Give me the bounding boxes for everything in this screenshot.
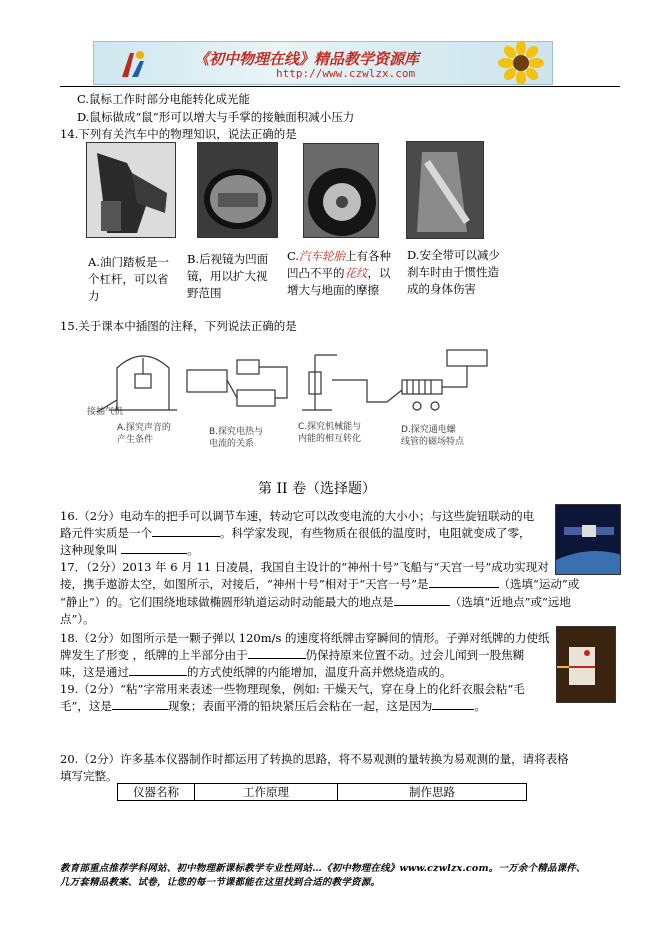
q14-option-c: C.汽车轮胎上有各种 凹凸不平的花纹，以 增大与地面的摩擦 — [287, 249, 392, 297]
sunflower-icon — [498, 41, 544, 85]
footer-line-1: 教育部重点推荐学科网站、初中物理新课标教学专业性网站…《初中物理在线》www.czwlzx.com。一万余个精品课件、 — [60, 863, 586, 874]
q18-blank-2[interactable] — [129, 664, 187, 676]
q15-caption-a: A.探究声音的 产生条件 — [117, 423, 171, 445]
q13-option-d: D.鼠标做成“鼠”形可以增大与手掌的接触面积减小压力 — [77, 110, 355, 124]
q17-line1: 17．（2分）2013 年 6 月 11 日凌晨，我国自主设计的“神州十号”飞船与“天宫一号”成功实现对 — [60, 560, 549, 574]
q13-option-c: C.鼠标工作时部分电能转化成光能 — [77, 92, 251, 106]
q17-line2: 接，携手遨游太空，如图所示，对接后，“神州十号”相对于“天宫一号”是 （选填“运动”或 — [60, 577, 580, 591]
q15-figure — [87, 340, 507, 455]
table-header-cell: 仪器名称 — [118, 784, 195, 801]
q14-option-d: D.安全带可以减少 刹车时由于惯性造 成的身体伤害 — [407, 248, 500, 296]
banner-url[interactable]: http://www.czwlzx.com — [276, 67, 416, 80]
site-logo-icon — [116, 47, 150, 81]
section-title: 第 II 卷（选择题） — [258, 481, 376, 497]
q15-caption-b: B.探究电热与 电流的关系 — [209, 427, 264, 449]
q14-photo-pedal — [86, 142, 176, 238]
q16-line2: 路元件实质是一个 。科学家发现，有些物质在很低的温度时，电阻就变成了零， — [60, 526, 531, 540]
table-header-cell: 制作思路 — [338, 784, 527, 801]
q18-line3: 味，这是通过 的方式使纸牌的内能增加，温度升高并燃烧造成的。 — [60, 665, 452, 679]
q15-caption-c: C.探究机械能与 内能的相互转化 — [298, 422, 362, 444]
q16-line3: 这种现象叫 。 — [60, 543, 199, 557]
q17-photo-spacecraft — [555, 504, 621, 575]
q18-blank-1[interactable] — [248, 647, 306, 659]
q16-line1: 16.（2分）电动车的把手可以调节车速，转动它可以改变电流的大小小；与这些旋钮联动的电 — [60, 509, 535, 523]
footer-line-2: 几万套精品教案、试卷，让您的每一节课都能在这里找到合适的教学资源。 — [60, 877, 381, 888]
q14-option-a: A.油门踏板是一 个杠杆，可以省 力 — [88, 255, 169, 303]
q20-line1: 20.（2分）许多基本仪器制作时都运用了转换的思路，将不易观测的量转换为易观测的量，请将表格 — [60, 752, 569, 766]
q20-table — [117, 783, 527, 801]
header-divider — [60, 86, 620, 87]
page-footer — [60, 862, 620, 890]
table-header-cell: 工作原理 — [195, 784, 338, 801]
q19-blank-2[interactable] — [432, 698, 474, 710]
q16-blank-1[interactable] — [152, 525, 220, 537]
q20-line2: 填写完整。 — [60, 769, 118, 783]
q14-stem: 14.下列有关汽车中的物理知识，说法正确的是 — [60, 127, 297, 141]
q19-line2: 毛”，这是 现象；表面平滑的铅块紧压后会粘在一起，这是因为 。 — [60, 699, 486, 713]
q19-line1: 19.（2分）“粘”字常用来表述一些物理现象，例如: 干燥天气，穿在身上的化纤衣服会粘“毛 — [60, 682, 525, 696]
q17-line3: “静止”）的。它们围绕地球做椭圆形轨道运动时动能最大的地点是 （选填“近地点”或“远地 — [60, 595, 571, 609]
q14-photo-mirror — [197, 142, 278, 238]
q15-stem: 15.关于课本中插图的注释，下列说法正确的是 — [60, 319, 297, 333]
q17-line4: 点”）。 — [60, 612, 95, 626]
q18-line1: 18.（2分）如图所示是一颗子弹以 120m/s 的速度将纸牌击穿瞬间的情形。子弹对纸牌的力使纸 — [60, 631, 550, 645]
q18-photo-bullet-card — [556, 626, 616, 703]
q14-photo-seatbelt — [406, 141, 484, 239]
q17-blank-2[interactable] — [394, 594, 450, 606]
table-row — [118, 784, 527, 801]
q14-option-b: B.后视镜为凹面 镜，用以扩大视 野范围 — [187, 252, 269, 300]
banner-title: 《初中物理在线》精品教学资源库 — [194, 50, 420, 68]
q15-pump-label: 接抽气机 — [87, 407, 124, 417]
q18-line2: 牌发生了形变 ，纸牌的上半部分由于 仍保持原来位置不动。过会儿闻到一股焦糊 — [60, 648, 525, 662]
header-banner — [93, 41, 553, 85]
q19-blank-1[interactable] — [112, 698, 168, 710]
q15-apparatus-drawing — [87, 340, 507, 420]
q14-photo-tire — [303, 143, 379, 238]
q15-caption-d: D.探究通电螺 线管的磁场特点 — [401, 425, 465, 447]
q16-blank-2[interactable] — [121, 542, 187, 554]
q17-blank-1[interactable] — [429, 576, 499, 588]
